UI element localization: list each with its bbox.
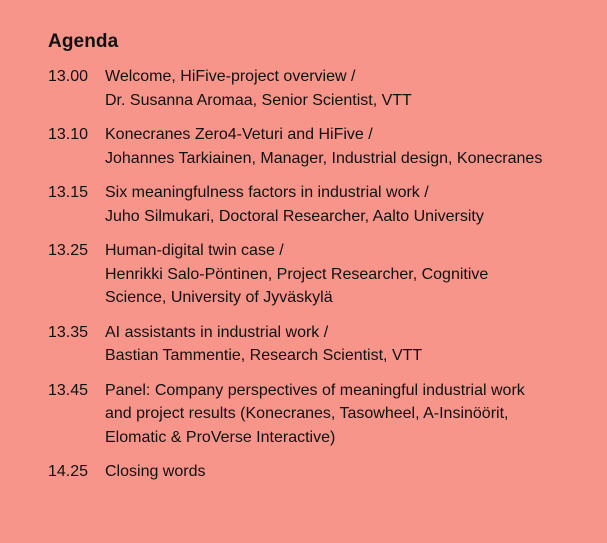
agenda-speaker-line: Johannes Tarkiainen, Manager, Industrial design, Konecranes [105,149,543,167]
agenda-list [48,65,588,495]
agenda-description [105,123,588,170]
agenda-title-line: Welcome, HiFive-project overview / [105,68,356,85]
agenda-title-line: Panel: Company perspectives of meaningful industrial work [105,381,525,399]
agenda-description [105,321,588,368]
agenda-item [48,123,588,170]
agenda-description [105,460,588,484]
agenda-document [48,29,588,495]
agenda-item [48,379,588,450]
agenda-speaker-line: Bastian Tammentie, Research Scientist, VTT [105,347,423,364]
agenda-description [105,239,588,310]
agenda-title-line: Closing words [105,463,206,480]
agenda-title-line: Human-digital twin case / [105,242,284,259]
agenda-speaker-line: Henrikki Salo-Pöntinen, Project Researcher, Cognitive [105,265,489,283]
agenda-time: 14.25 [48,463,89,480]
agenda-time: 13.10 [48,126,89,143]
agenda-speaker-line: Juho Silmukari, Doctoral Researcher, Aalto University [105,207,484,225]
agenda-description [105,65,588,112]
agenda-item [48,65,588,112]
page-title: Agenda [48,31,119,52]
agenda-time: 13.35 [48,323,89,341]
agenda-time: 13.00 [48,68,89,85]
agenda-time: 13.45 [48,381,89,399]
agenda-description [105,181,588,228]
agenda-title-line: Konecranes Zero4-Veturi and HiFive / [105,126,373,143]
agenda-speaker-line: Science, University of Jyväskylä [105,289,333,306]
agenda-item [48,321,588,368]
agenda-time: 13.25 [48,242,89,259]
agenda-description [105,379,588,450]
agenda-title-line: AI assistants in industrial work / [105,323,329,341]
agenda-item [48,460,588,484]
agenda-title-line: Six meaningfulness factors in industrial work / [105,184,429,201]
agenda-title-line: and project results (Konecranes, Tasowheel, A-Insinöörit, [105,405,509,422]
agenda-item [48,181,588,228]
agenda-speaker-line: Dr. Susanna Aromaa, Senior Scientist, VTT [105,91,412,109]
agenda-title-line: Elomatic & ProVerse Interactive) [105,428,336,446]
agenda-time: 13.15 [48,184,89,201]
agenda-item [48,239,588,310]
